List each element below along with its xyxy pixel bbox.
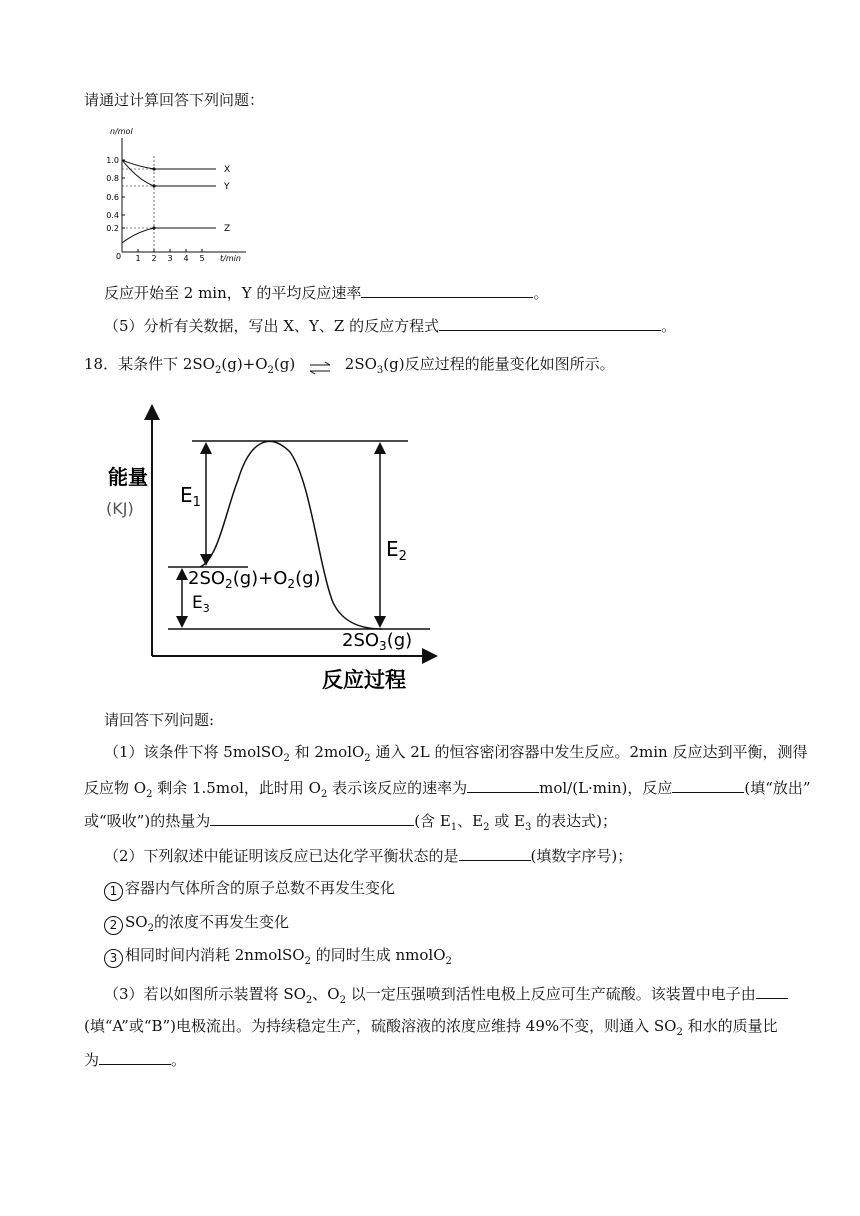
y-tick-label: 0.8: [106, 174, 119, 183]
energy-diagram: [100, 400, 440, 695]
curve-x: [122, 160, 216, 169]
x-tick-label: 5: [199, 254, 205, 262]
x-tick-label: 3: [167, 254, 173, 262]
y-tick-label: 0.2: [106, 224, 119, 233]
label-x: X: [224, 165, 231, 175]
answer-blank[interactable]: [439, 315, 661, 331]
x-tick-label: 4: [183, 254, 189, 262]
answer-blank[interactable]: [672, 777, 744, 793]
y-tick-label: 0.4: [106, 211, 119, 220]
q5-line: （5）分析有关数据，写出 X、Y、Z 的反应方程式 。: [104, 317, 677, 335]
reactants-label: $2SO_2(g)+O_2(g)$: [188, 568, 321, 591]
option-2: 2 $SO_2$的浓度不再发生变化: [104, 912, 289, 935]
answer-blank[interactable]: [99, 1049, 171, 1065]
energy-ylabel: 能量: [108, 465, 148, 489]
curve-z: [122, 228, 216, 243]
part3-line2: (填“A”或“B”)电极流出。为持续稳定生产，硫酸溶液的浓度应维持 49%不变，则通入 $SO_2$ 和水的质量比: [84, 1017, 778, 1038]
label-e1: $E_1$: [180, 483, 201, 510]
label-e2: $E_2$: [386, 537, 407, 564]
part2-line: （2）下列叙述中能证明该反应已达化学平衡状态的是 (填数字序号)；: [104, 847, 633, 865]
answer-blank[interactable]: [467, 777, 539, 793]
energy-curve: [200, 441, 382, 629]
label-y: Y: [224, 182, 230, 192]
q18-heading: 18．某条件下 $2SO_2(g)+O_2(g)$ $2SO_3(g)$反应过程的能量变化如图所示。: [84, 355, 615, 376]
part1-line1: （1）该条件下将 5molSO$_2$ 和 2molO$_2$ 通入 2L 的恒容密闭容器中发生反应。2min 反应达到平衡，测得: [104, 743, 808, 764]
mole-time-chart: [96, 122, 256, 262]
answer-blank[interactable]: [361, 282, 533, 298]
part1-line2: 反应物 $O_2$ 剩余 1.5mol，此时用 $O_2$ 表示该反应的速率为 mol/(L·min)，反应 (填“放出”: [84, 779, 811, 800]
curve-y: [122, 160, 216, 186]
label-z: Z: [224, 224, 231, 234]
answer-blank[interactable]: [756, 983, 788, 999]
please-answer: 请回答下列问题:: [104, 711, 215, 729]
energy-unit: (KJ): [106, 499, 134, 518]
part1-line3: 或“吸收”)的热量为 (含 $E_1$、$E_2$ 或 $E_3$ 的表达式)；: [84, 812, 617, 833]
label-e3: $E_3$: [192, 593, 210, 615]
part3-line1: （3）若以如图所示装置将 $SO_2$、$O_2$ 以一定压强喷到活性电极上反应可生产硫酸。该装置中电子由: [104, 983, 788, 1004]
x-tick-label: 1: [135, 254, 141, 262]
answer-blank[interactable]: [210, 810, 414, 826]
equilibrium-arrow-icon: [308, 361, 332, 375]
chart-xlabel: t/min: [220, 254, 241, 262]
y-tick-label: 1.0: [106, 156, 119, 165]
y-tick-label: 0.6: [106, 193, 119, 202]
answer-blank[interactable]: [459, 845, 531, 861]
chart-origin: 0: [116, 252, 122, 261]
part3-line3: 为 。: [84, 1051, 187, 1069]
energy-xlabel: 反应过程: [322, 668, 406, 692]
option-1: 1 容器内气体所含的原子总数不再发生变化: [104, 878, 395, 901]
intro-line: 请通过计算回答下列问题：: [84, 91, 265, 109]
option-3: 3 相同时间内消耗 2nmolSO$_2$ 的同时生成 nmolO$_2$: [104, 945, 452, 968]
x-tick-label: 2: [151, 254, 157, 262]
products-label: $2SO_3(g)$: [342, 630, 413, 653]
q4-rate-line: 反应开始至 2 min，Y 的平均反应速率 。: [104, 284, 549, 302]
chart-ylabel: n/mol: [110, 127, 133, 136]
